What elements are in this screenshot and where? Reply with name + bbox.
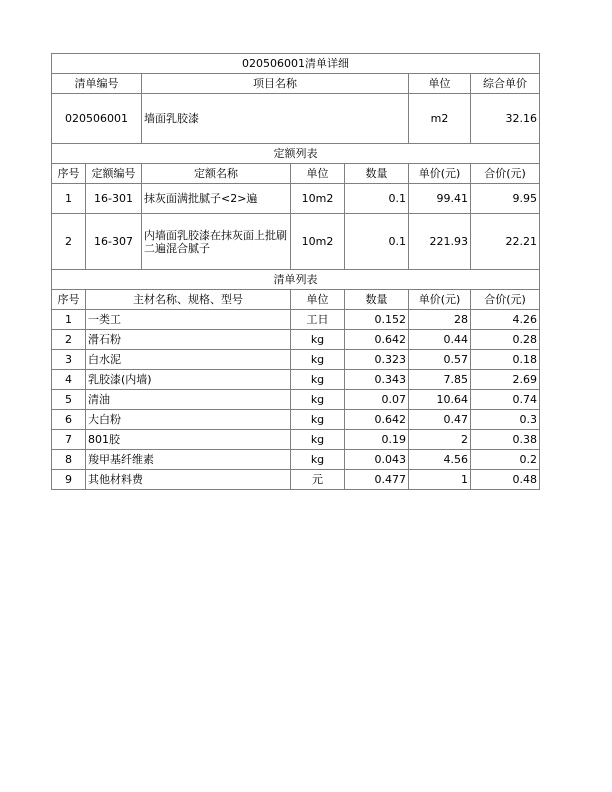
material-row-1-price: 28 (408, 309, 471, 330)
material-row-6-name: 大白粉 (85, 409, 291, 430)
material-row-1-qty: 0.152 (344, 309, 409, 330)
material-row-2-name: 滑石粉 (85, 329, 291, 350)
quota-row-2-name: 内墙面乳胶漆在抹灰面上批刷二遍混合腻子 (141, 213, 291, 270)
quota-header-code: 定额编号 (85, 163, 142, 184)
quota-header-name: 定额名称 (141, 163, 291, 184)
material-row-9-price: 1 (408, 469, 471, 490)
material-row-5-no: 5 (51, 389, 86, 410)
material-row-6-no: 6 (51, 409, 86, 430)
material-header-qty: 数量 (344, 289, 409, 310)
bill-header-name: 项目名称 (141, 73, 409, 94)
material-row-7-qty: 0.19 (344, 429, 409, 450)
bill-header-unit: 单位 (408, 73, 471, 94)
quota-row-2-price: 221.93 (408, 213, 471, 270)
material-row-3-total: 0.18 (470, 349, 540, 370)
material-row-7-unit: kg (290, 429, 345, 450)
bill-detail-sheet (51, 53, 540, 489)
sheet-title: 020506001清单详细 (51, 53, 540, 74)
material-row-1-total: 4.26 (470, 309, 540, 330)
material-row-1-no: 1 (51, 309, 86, 330)
material-row-2-unit: kg (290, 329, 345, 350)
material-row-8-unit: kg (290, 449, 345, 470)
quota-row-1-code: 16-301 (85, 183, 142, 214)
material-row-2-qty: 0.642 (344, 329, 409, 350)
material-row-8-name: 羧甲基纤维素 (85, 449, 291, 470)
quota-header-unit: 单位 (290, 163, 345, 184)
bill-header-price: 综合单价 (470, 73, 540, 94)
material-row-2-price: 0.44 (408, 329, 471, 350)
material-row-3-unit: kg (290, 349, 345, 370)
material-row-4-price: 7.85 (408, 369, 471, 390)
bill-name: 墙面乳胶漆 (141, 93, 409, 144)
material-row-8-no: 8 (51, 449, 86, 470)
material-row-1-unit: 工日 (290, 309, 345, 330)
material-row-4-name: 乳胶漆(内墙) (85, 369, 291, 390)
material-header-no: 序号 (51, 289, 86, 310)
material-header-total: 合价(元) (470, 289, 540, 310)
quota-row-2-total: 22.21 (470, 213, 540, 270)
material-row-9-no: 9 (51, 469, 86, 490)
material-row-4-total: 2.69 (470, 369, 540, 390)
material-row-7-no: 7 (51, 429, 86, 450)
material-section-title: 清单列表 (51, 269, 540, 290)
material-row-6-unit: kg (290, 409, 345, 430)
material-row-2-total: 0.28 (470, 329, 540, 350)
material-row-4-qty: 0.343 (344, 369, 409, 390)
bill-price: 32.16 (470, 93, 540, 144)
material-row-3-qty: 0.323 (344, 349, 409, 370)
material-row-7-name: 801胶 (85, 429, 291, 450)
material-row-8-qty: 0.043 (344, 449, 409, 470)
material-header-name: 主材名称、规格、型号 (85, 289, 291, 310)
quota-header-qty: 数量 (344, 163, 409, 184)
material-row-5-qty: 0.07 (344, 389, 409, 410)
quota-row-2-unit: 10m2 (290, 213, 345, 270)
material-row-6-price: 0.47 (408, 409, 471, 430)
quota-row-2-code: 16-307 (85, 213, 142, 270)
quota-header-no: 序号 (51, 163, 86, 184)
quota-header-price: 单价(元) (408, 163, 471, 184)
material-row-7-price: 2 (408, 429, 471, 450)
material-row-9-qty: 0.477 (344, 469, 409, 490)
material-row-8-price: 4.56 (408, 449, 471, 470)
material-row-5-total: 0.74 (470, 389, 540, 410)
material-row-7-total: 0.38 (470, 429, 540, 450)
material-header-price: 单价(元) (408, 289, 471, 310)
quota-row-1-total: 9.95 (470, 183, 540, 214)
bill-code: 020506001 (51, 93, 142, 144)
material-row-5-price: 10.64 (408, 389, 471, 410)
material-row-3-price: 0.57 (408, 349, 471, 370)
quota-row-1-qty: 0.1 (344, 183, 409, 214)
quota-section-title: 定额列表 (51, 143, 540, 164)
bill-unit: m2 (408, 93, 471, 144)
material-header-unit: 单位 (290, 289, 345, 310)
material-row-1-name: 一类工 (85, 309, 291, 330)
material-row-6-qty: 0.642 (344, 409, 409, 430)
material-row-3-no: 3 (51, 349, 86, 370)
quota-row-1-no: 1 (51, 183, 86, 214)
material-row-3-name: 白水泥 (85, 349, 291, 370)
material-row-5-unit: kg (290, 389, 345, 410)
quota-row-2-qty: 0.1 (344, 213, 409, 270)
material-row-2-no: 2 (51, 329, 86, 350)
bill-header-code: 清单编号 (51, 73, 142, 94)
material-row-4-unit: kg (290, 369, 345, 390)
quota-header-total: 合价(元) (470, 163, 540, 184)
material-row-5-name: 清油 (85, 389, 291, 410)
material-row-9-total: 0.48 (470, 469, 540, 490)
material-row-9-name: 其他材料费 (85, 469, 291, 490)
quota-row-1-unit: 10m2 (290, 183, 345, 214)
quota-row-2-no: 2 (51, 213, 86, 270)
quota-row-1-name: 抹灰面满批腻子<2>遍 (141, 183, 291, 214)
material-row-9-unit: 元 (290, 469, 345, 490)
material-row-8-total: 0.2 (470, 449, 540, 470)
material-row-4-no: 4 (51, 369, 86, 390)
quota-row-1-price: 99.41 (408, 183, 471, 214)
material-row-6-total: 0.3 (470, 409, 540, 430)
